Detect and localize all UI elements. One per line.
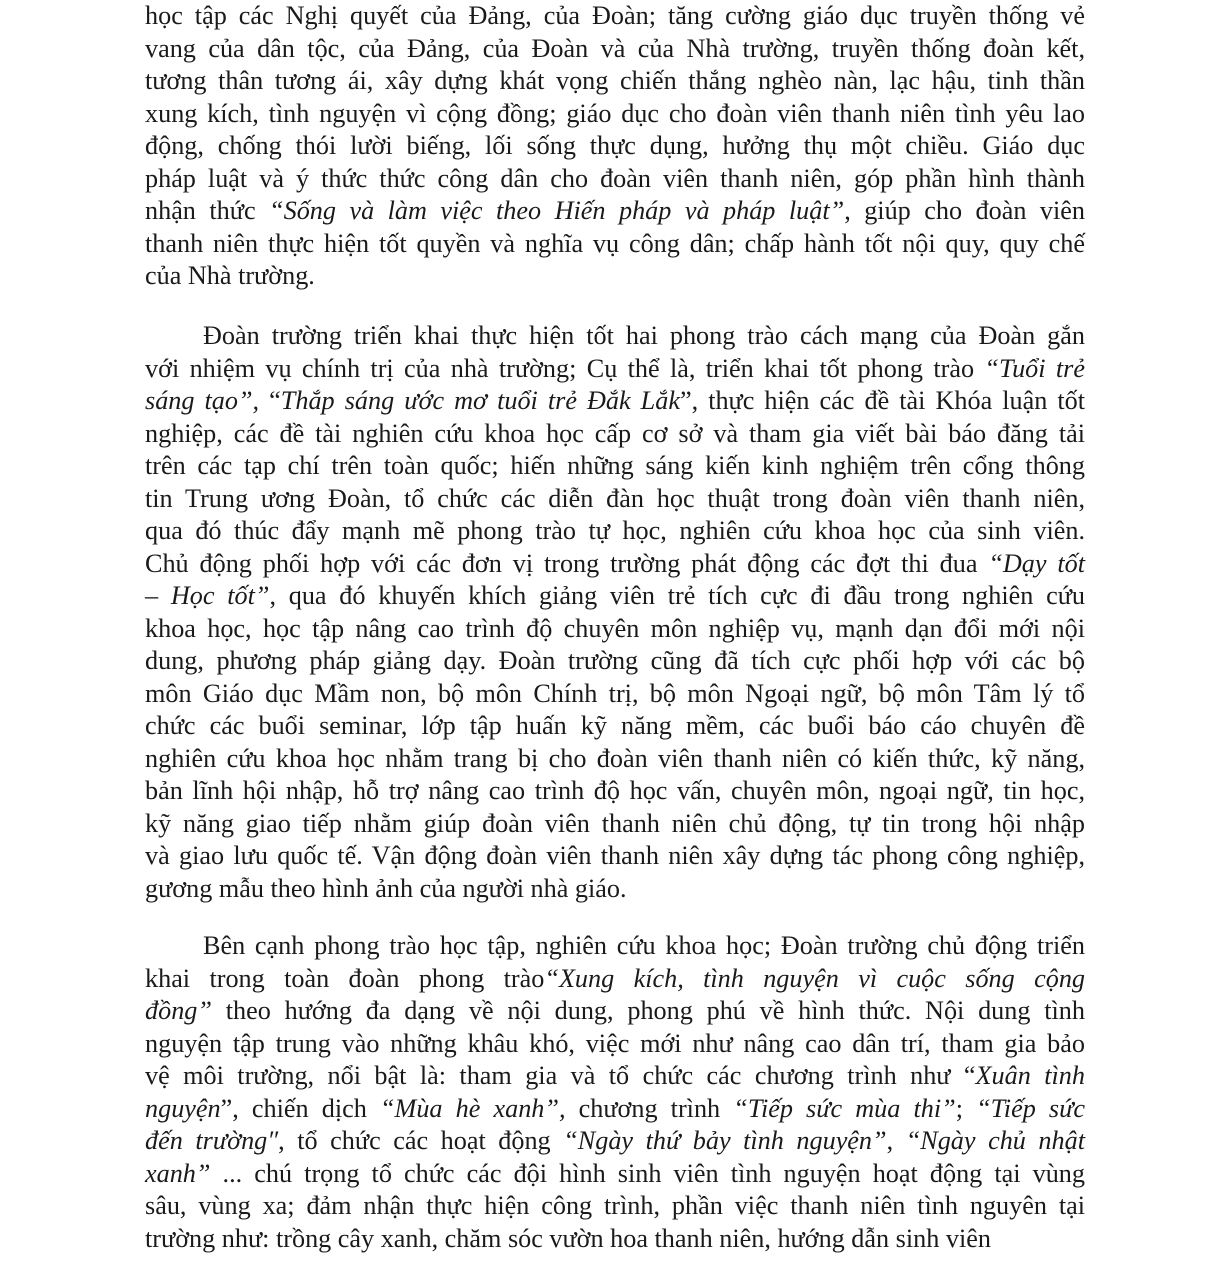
italic-text-run: Xuân tình xyxy=(975,1061,1085,1090)
text-line xyxy=(145,1158,1085,1191)
text-line xyxy=(145,1060,1085,1093)
text-line xyxy=(145,418,1085,451)
text-line xyxy=(145,260,1085,293)
text-run: ; xyxy=(955,1093,977,1123)
text-run: của Nhà trường. xyxy=(145,261,315,290)
text-run: sâu, vùng xa; đảm nhận thực hiện công trình, phần việc thanh niên tình nguyên tại xyxy=(145,1191,1085,1220)
text-line xyxy=(145,840,1085,873)
text-line xyxy=(145,963,1085,996)
text-line xyxy=(145,1125,1085,1158)
text-run: khai trong toàn đoàn phong trào xyxy=(145,963,545,993)
italic-text-run: Thắp sáng ước mơ tuổi trẻ Đắk Lắk xyxy=(280,386,680,415)
italic-text-run: “Ngày chủ nhật xyxy=(905,1126,1085,1155)
text-run: Bên cạnh phong trào học tập, nghiên cứu khoa học; Đoàn trường chủ động triển xyxy=(203,931,1085,960)
text-line xyxy=(145,580,1085,613)
text-run: pháp luật và ý thức thức công dân cho đoàn viên thanh niên, góp phần hình thành xyxy=(145,163,1085,193)
text-run: nhận thức xyxy=(145,196,270,225)
text-run: bản lĩnh hội nhập, hỗ trợ nâng cao trình độ học vấn, chuyên môn, ngoại ngữ, tin học, xyxy=(145,776,1085,805)
text-line xyxy=(145,613,1085,646)
text-run: “ xyxy=(259,386,281,415)
text-line xyxy=(145,930,1085,963)
paragraph-1 xyxy=(145,0,1085,293)
text-line xyxy=(145,743,1085,776)
text-run: vệ môi trường, nổi bật là: tham gia và tổ chức các chương trình như “ xyxy=(145,1061,976,1090)
text-line xyxy=(145,873,1085,906)
text-run: khoa học, học tập nâng cao trình độ chuyên môn nghiệp vụ, mạnh dạn đổi mới nội xyxy=(145,613,1085,643)
text-line xyxy=(145,645,1085,678)
text-run: gương mẫu theo hình ảnh của người nhà giáo. xyxy=(145,873,627,903)
text-run: và giao lưu quốc tế. Vận động đoàn viên thanh niên xây dựng tác phong công nghiệp, xyxy=(145,841,1085,870)
text-line xyxy=(145,130,1085,163)
text-run: trường như: trồng cây xanh, chăm sóc vườn hoa thanh niên, hướng dẫn sinh viên xyxy=(145,1223,991,1253)
italic-text-run: “Tuổi trẻ xyxy=(984,353,1085,383)
text-run: nghiệp, các đề tài nghiên cứu khoa học cấp cơ sở và tham gia viết bài báo đăng tải xyxy=(145,418,1085,448)
text-run: kỹ năng giao tiếp nhằm giúp đoàn viên thanh niên chủ động, tự tin trong hội nhập xyxy=(145,808,1085,838)
text-run: qua đó thúc đẩy mạnh mẽ phong trào tự học, nghiên cứu khoa học của sinh viên. xyxy=(145,516,1085,545)
text-run: môn Giáo dục Mầm non, bộ môn Chính trị, bộ môn Ngoại ngữ, bộ môn Tâm lý tổ xyxy=(145,678,1085,708)
text-run: Chủ động phối hợp với các đơn vị trong trường phát động các đợt thi đua xyxy=(145,548,989,578)
text-line xyxy=(145,163,1085,196)
italic-text-run: “Tiếp sức mùa thi” xyxy=(733,1093,956,1123)
text-line xyxy=(145,195,1085,228)
text-line xyxy=(145,678,1085,711)
paragraph-3 xyxy=(145,930,1085,1255)
text-line xyxy=(145,775,1085,808)
text-run: tin Trung ương Đoàn, tổ chức các diễn đàn học thuật trong đoàn viên thanh niên, xyxy=(145,483,1085,513)
text-line xyxy=(145,385,1085,418)
italic-text-run: nguyện xyxy=(145,1093,221,1123)
text-run: theo hướng đa dạng về nội dung, phong phú về hình thức. Nội dung tình xyxy=(211,996,1085,1025)
text-run: ”, thực hiện các đề tài Khóa luận tốt xyxy=(679,386,1086,415)
text-run: thanh niên thực hiện tốt quyền và nghĩa vụ công dân; chấp hành tốt nội quy, quy chế xyxy=(145,228,1085,258)
text-run: trên các tạp chí trên toàn quốc; hiến những sáng kiến kinh nghiệm trên cổng thông xyxy=(145,451,1085,480)
text-run: Đoàn trường triển khai thực hiện tốt hai phong trào cách mạng của Đoàn gắn xyxy=(203,321,1085,350)
text-line xyxy=(145,353,1085,386)
text-run: , giúp cho đoàn viên xyxy=(844,196,1085,225)
text-run: chức các buổi seminar, lớp tập huấn kỹ năng mềm, các buổi báo cáo chuyên đề xyxy=(145,711,1085,740)
text-run: ... chú trọng tổ chức các đội hình sinh viên tình nguyện hoạt động tại vùng xyxy=(210,1158,1085,1188)
text-run: động, chống thói lười biếng, lối sống thực dụng, hưởng thụ một chiều. Giáo dục xyxy=(145,131,1085,160)
text-line xyxy=(145,1093,1085,1126)
italic-text-run: “Tiếp sức xyxy=(976,1093,1086,1123)
text-line xyxy=(145,1190,1085,1223)
text-line xyxy=(145,65,1085,98)
text-line xyxy=(145,320,1085,353)
text-line xyxy=(145,0,1085,33)
text-line xyxy=(145,483,1085,516)
italic-text-run: “Ngày thứ bảy tình nguyện” xyxy=(563,1126,887,1155)
text-line xyxy=(145,515,1085,548)
text-line xyxy=(145,995,1085,1028)
text-line xyxy=(145,98,1085,131)
italic-text-run: xanh” xyxy=(145,1158,211,1188)
text-line xyxy=(145,808,1085,841)
text-run: với nhiệm vụ chính trị của nhà trường; Cụ thể là, triển khai tốt phong trào xyxy=(145,353,985,383)
text-line xyxy=(145,1028,1085,1061)
text-run: xung kích, tình nguyện vì cộng đồng; giáo dục cho đoàn viên thanh niên tình yêu lao xyxy=(145,98,1085,128)
text-run: , xyxy=(886,1126,906,1155)
text-run: vang của dân tộc, của Đảng, của Đoàn và của Nhà trường, truyền thống đoàn kết, xyxy=(145,33,1085,63)
italic-text-run: sáng tạo”, xyxy=(145,386,260,415)
text-line xyxy=(145,1223,1085,1256)
text-line xyxy=(145,710,1085,743)
text-line xyxy=(145,450,1085,483)
italic-text-run: “Dạy tốt xyxy=(988,548,1086,578)
italic-text-run: – Học tốt” xyxy=(145,581,270,610)
text-line xyxy=(145,33,1085,66)
text-line xyxy=(145,548,1085,581)
italic-text-run: “Sống và làm việc theo Hiến pháp và pháp luật” xyxy=(269,196,845,225)
text-run: dung, phương pháp giảng dạy. Đoàn trường cũng đã tích cực phối hợp với các bộ xyxy=(145,646,1085,675)
text-run: , tổ chức các hoạt động xyxy=(278,1126,564,1155)
text-run: nguyện tập trung vào những khâu khó, việc mới như nâng cao dân trí, tham gia bảo xyxy=(145,1028,1085,1058)
text-line xyxy=(145,228,1085,261)
italic-text-run: “Mùa hè xanh”, xyxy=(379,1093,566,1123)
text-run: ”, chiến dịch xyxy=(220,1093,380,1123)
text-run: chương trình xyxy=(565,1093,734,1123)
text-run: , qua đó khuyến khích giảng viên trẻ tích cực đi đầu trong nghiên cứu xyxy=(269,581,1085,610)
text-run: nghiên cứu khoa học nhằm trang bị cho đoàn viên thanh niên có kiến thức, kỹ năng, xyxy=(145,743,1085,773)
paragraph-2 xyxy=(145,320,1085,905)
italic-text-run: đồng” xyxy=(145,996,212,1025)
text-run: học tập các Nghị quyết của Đảng, của Đoàn; tăng cường giáo dục truyền thống vẻ xyxy=(145,1,1085,30)
text-run: tương thân tương ái, xây dựng khát vọng chiến thắng nghèo nàn, lạc hậu, tinh thần xyxy=(145,66,1085,95)
italic-text-run: đến trường″ xyxy=(145,1126,279,1155)
italic-text-run: “Xung kích, tình nguyện vì cuộc sống cộng xyxy=(544,963,1086,993)
